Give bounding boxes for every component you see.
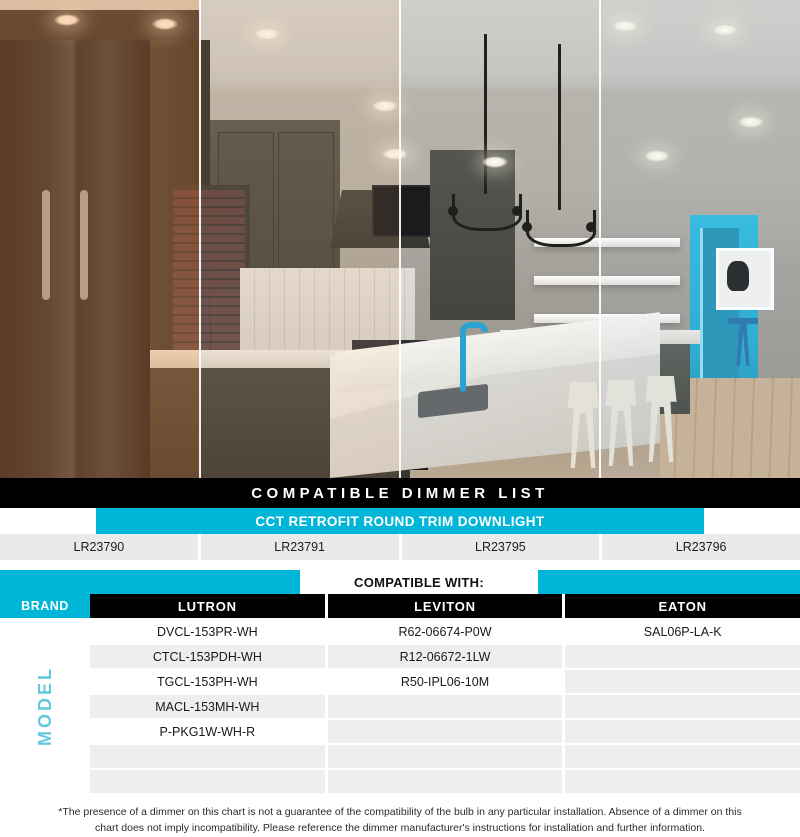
column-lutron (90, 594, 325, 793)
downlight-7 (612, 20, 638, 32)
brand-column (0, 594, 90, 793)
column-header: EATON (565, 594, 800, 618)
compatible-with-header (0, 570, 800, 594)
brand-header: BRAND (0, 594, 90, 618)
table-cell: R50-IPL06-10M (328, 670, 563, 693)
downlight-6 (482, 156, 508, 168)
sku-cell: LR23790 (0, 534, 198, 560)
chandelier-1-arm-right (512, 206, 522, 216)
product-bar (0, 508, 800, 534)
framed-dog-artwork (716, 248, 774, 310)
table-cell (90, 770, 325, 793)
downlight-1 (54, 14, 80, 26)
chandelier-2-arm-left (522, 222, 532, 232)
table-cell: R62-06674-P0W (328, 620, 563, 643)
downlight-10 (644, 150, 670, 162)
column-leviton (328, 594, 563, 793)
panel-divider-2 (399, 0, 401, 478)
downlight-3 (254, 28, 280, 40)
table-cell: SAL06P-LA-K (565, 620, 800, 643)
table-cell (565, 645, 800, 668)
table-cell: P-PKG1W-WH-R (90, 720, 325, 743)
fridge-handle-left (42, 190, 50, 300)
floating-shelf-middle (534, 276, 680, 285)
column-header: LUTRON (90, 594, 325, 618)
column-header: LEVITON (328, 594, 563, 618)
table-cell: CTCL-153PDH-WH (90, 645, 325, 668)
brand-columns (90, 594, 800, 793)
chandelier-rod-2 (558, 44, 561, 210)
compat-with-label: COMPATIBLE WITH: (300, 570, 538, 594)
table-cell: R12-06672-1LW (328, 645, 563, 668)
chandelier-1-arm-left (448, 206, 458, 216)
table-cell (565, 670, 800, 693)
model-label: MODEL (34, 665, 55, 746)
table-cell (328, 770, 563, 793)
column-eaton (565, 594, 800, 793)
fridge-handle-right (80, 190, 88, 300)
downlight-4 (372, 100, 398, 112)
chandelier-rod-1 (484, 34, 487, 194)
downlight-2 (152, 18, 178, 30)
table-cell (565, 720, 800, 743)
panel-divider-1 (199, 0, 201, 478)
compat-header-right-accent (90, 570, 800, 594)
downlight-9 (738, 116, 764, 128)
kitchen-window (168, 185, 250, 355)
table-cell (90, 745, 325, 768)
upper-cabinet-right (430, 150, 515, 320)
faucet (460, 330, 466, 392)
title-bar (0, 478, 800, 508)
downlight-8 (712, 24, 738, 36)
wall-television (372, 185, 438, 237)
compatibility-table (0, 594, 800, 793)
table-cell (328, 720, 563, 743)
refrigerator (0, 40, 150, 478)
downlight-5 (382, 148, 408, 160)
table-cell: DVCL-153PR-WH (90, 620, 325, 643)
footnote: *The presence of a dimmer on this chart is not a guarantee of the compatibility of the bulb in any particular installation. Absence of a dimmer on this chart does not imply incompatibility. Please reference the dimmer manufacturer's instructions for installation and further information. (58, 806, 742, 834)
table-cell (328, 745, 563, 768)
table-cell (565, 745, 800, 768)
chandelier-2-arm-right (586, 222, 596, 232)
brick-view (173, 190, 245, 350)
title-text: COMPATIBLE DIMMER LIST (251, 484, 549, 502)
table-cell: TGCL-153PH-WH (90, 670, 325, 693)
sku-row (0, 534, 800, 560)
table-cell (565, 770, 800, 793)
compat-header-left-accent (0, 570, 90, 594)
product-title: CCT RETROFIT ROUND TRIM DOWNLIGHT (255, 513, 545, 529)
sku-cell: LR23791 (201, 534, 399, 560)
spacer (0, 560, 800, 570)
sku-cell: LR23796 (602, 534, 800, 560)
sku-cell: LR23795 (402, 534, 600, 560)
table-cell (328, 695, 563, 718)
model-label-cell (0, 618, 90, 793)
table-cell: MACL-153MH-WH (90, 695, 325, 718)
panel-divider-3 (599, 0, 601, 478)
table-cell (565, 695, 800, 718)
